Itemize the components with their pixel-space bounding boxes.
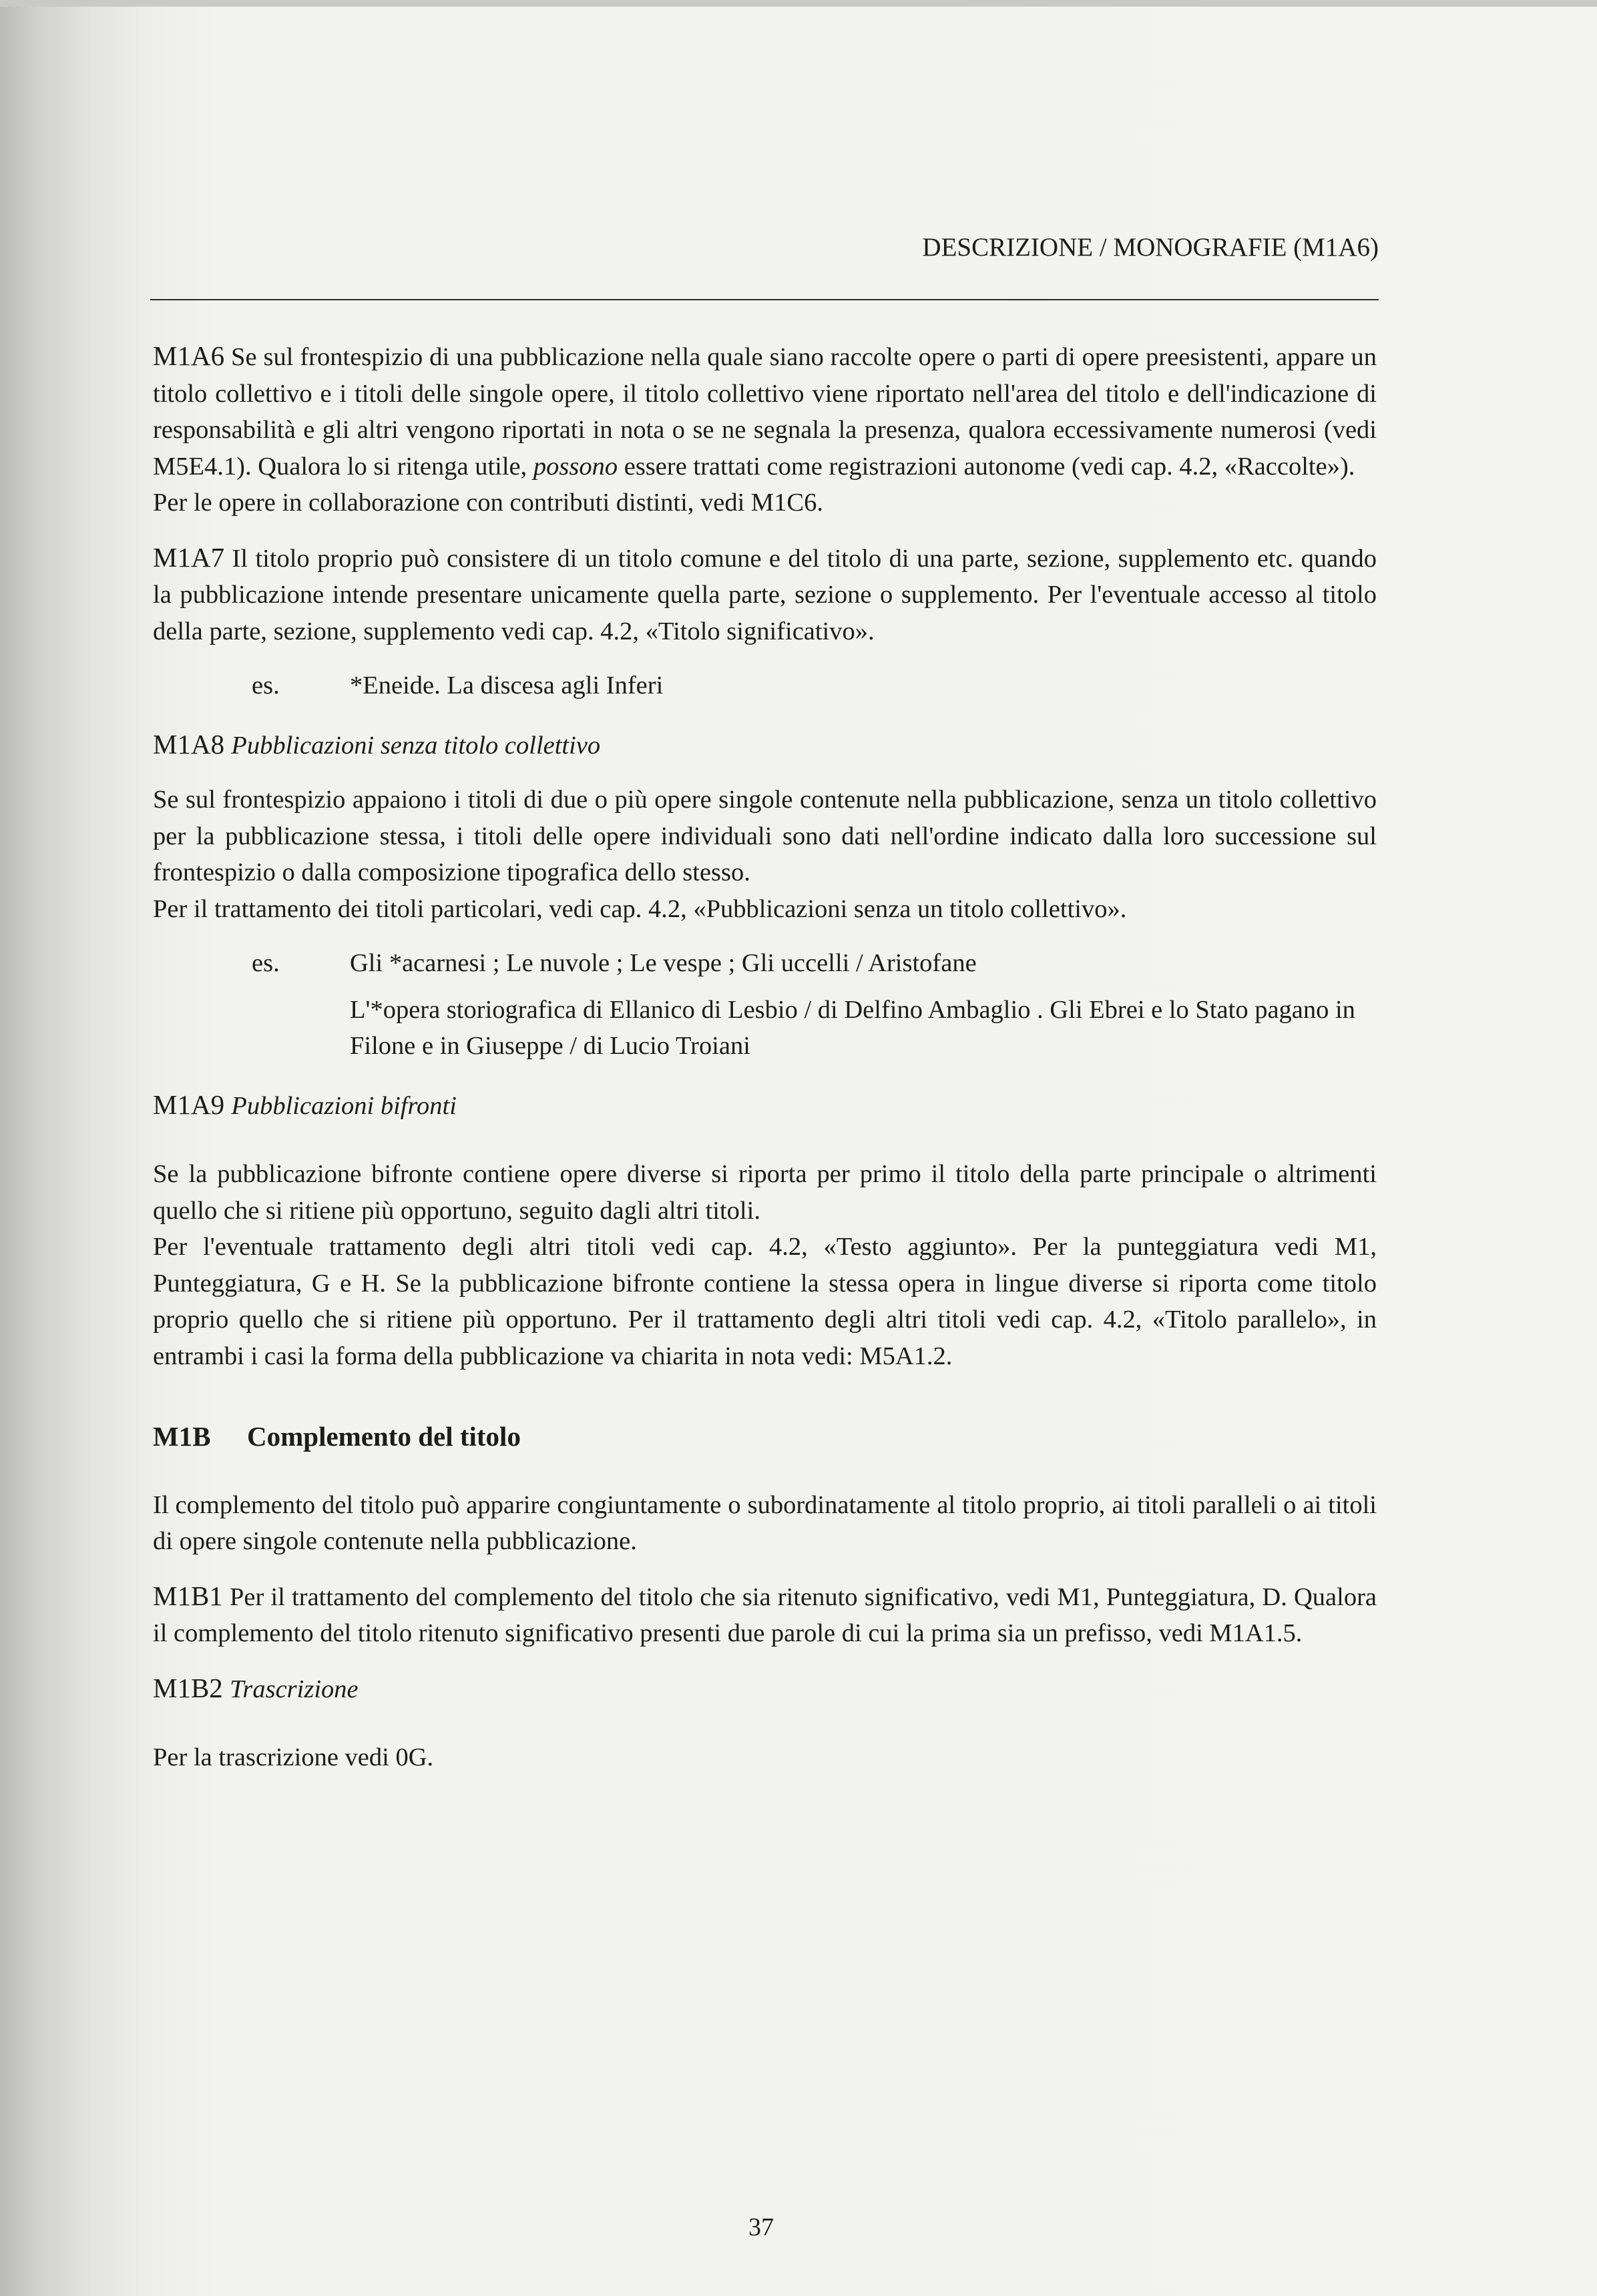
section-code-m1a6: M1A6 bbox=[153, 340, 225, 371]
section-title-m1b: Complemento del titolo bbox=[247, 1421, 521, 1452]
m1a7-text: Il titolo proprio può consistere di un titolo comune e del titolo di una parte, sezione, supplemento etc. quando la pubblicazione intende presentare unicamente quella parte, sezione o supplemento. Per l'eventuale accesso al titolo della parte, sezione, supplemento vedi cap. 4.2, «Titolo significativo». bbox=[153, 544, 1377, 645]
m1b1-text: Per il trattamento del complemento del titolo che sia ritenuto significativo, vedi M1, Punteggiatura, D. Qualora il complemento del titolo ritenuto significativo presenti due parole di cui la prima sia un prefisso, vedi M1A1.5. bbox=[153, 1583, 1377, 1647]
running-header: DESCRIZIONE / MONOGRAFIE (M1A6) bbox=[922, 233, 1379, 262]
section-code-m1a8: M1A8 bbox=[153, 728, 225, 760]
section-m1a9-heading bbox=[153, 1087, 1377, 1125]
m1a6-cross-reference: Per le opere in collaborazione con contributi distinti, vedi M1C6. bbox=[153, 489, 823, 517]
page-number: 37 bbox=[748, 2213, 774, 2241]
m1a6-text-emphasis: possono bbox=[533, 452, 618, 481]
section-code-m1b1: M1B1 bbox=[153, 1580, 223, 1611]
m1b-paragraph: Il complemento del titolo può apparire congiuntamente o subordinatamente al titolo proprio, ai titoli paralleli o ai titoli di opere singole contenute nella pubblicazione. bbox=[153, 1490, 1377, 1555]
m1a9-paragraph-2: Per l'eventuale trattamento degli altri titoli vedi cap. 4.2, «Testo aggiunto». Per la punteggiatura vedi M1, Punteggiatura, G e H. Se la pubblicazione bifronte contiene la stessa opera in lingue diverse si riporta come titolo proprio quello che si ritiene più opportuno. Per il trattamento degli altri titoli vedi cap. 4.2, «Titolo parallelo», in entrambi i casi la forma della pubblicazione va chiarita in nota vedi: M5A1.2. bbox=[153, 1233, 1377, 1370]
m1a6-text-part2: essere trattati come registrazioni autonome (vedi cap. 4.2, «Raccolte»). bbox=[624, 452, 1355, 481]
m1a6-text-part1: Se sul frontespizio di una pubblicazione nella quale siano raccolte opere o parti di opere preesistenti, appare un titolo collettivo e i titoli delle singole opere, il titolo collettivo viene riportato nell'area del titolo e dell'indicazione di responsabilità e gli altri vengono riportati in nota o se ne segnala la presenza, qualora eccessivamente numerosi (vedi M5E4.1). Qualora lo si ritenga utile, bbox=[153, 343, 1377, 481]
m1a8-example bbox=[153, 945, 1377, 1065]
m1a8-paragraph: Se sul frontespizio appaiono i titoli di due o più opere singole contenute nella pubblicazione, senza un titolo collettivo per la pubblicazione stessa, i titoli delle opere individuali sono dati nell'ordine indicato dalla loro successione sul frontespizio o dalla composizione tipografica dello stesso. bbox=[153, 786, 1377, 886]
example-label: es. bbox=[252, 671, 280, 699]
example-label: es. bbox=[252, 949, 280, 977]
section-code-m1a9: M1A9 bbox=[153, 1089, 225, 1120]
section-title-m1a9: Pubblicazioni bifronti bbox=[231, 1091, 457, 1120]
section-m1b1-paragraph bbox=[153, 1578, 1377, 1652]
section-m1b2-heading bbox=[153, 1670, 1377, 1708]
m1b2-paragraph: Per la trascrizione vedi 0G. bbox=[153, 1743, 434, 1771]
m1a9-paragraph-1: Se la pubblicazione bifronte contiene opere diverse si riporta per primo il titolo della parte principale o altrimenti quello che si ritiene più opportuno, seguito dagli altri titoli. bbox=[153, 1160, 1377, 1225]
section-code-m1b: M1B bbox=[153, 1421, 211, 1452]
section-code-m1a7: M1A7 bbox=[153, 541, 225, 573]
section-m1a7-paragraph bbox=[153, 539, 1377, 650]
example-entry: Gli *acarnesi ; Le nuvole ; Le vespe ; Gli uccelli / Aristofane bbox=[350, 949, 977, 977]
section-code-m1b2: M1B2 bbox=[153, 1672, 223, 1703]
page-content bbox=[153, 338, 1377, 1776]
example-entry: L'*opera storiografica di Ellanico di Lesbio / di Delfino Ambaglio . Gli Ebrei e lo Stato pagano in Filone e in Giuseppe / di Lucio Troiani bbox=[350, 995, 1355, 1060]
section-title-m1a8: Pubblicazioni senza titolo collettivo bbox=[231, 731, 601, 760]
header-rule bbox=[150, 299, 1379, 300]
m1a7-example bbox=[153, 667, 1377, 704]
m1a8-cross-reference: Per il trattamento dei titoli particolari, vedi cap. 4.2, «Pubblicazioni senza un titolo collettivo». bbox=[153, 894, 1127, 923]
example-entry: *Eneide. La discesa agli Inferi bbox=[350, 671, 664, 699]
section-title-m1b2: Trascrizione bbox=[230, 1675, 359, 1703]
section-m1a6-paragraph bbox=[153, 338, 1377, 485]
page-top-edge bbox=[0, 0, 1597, 7]
section-m1a8-heading bbox=[153, 726, 1377, 764]
section-m1b-heading bbox=[153, 1418, 1377, 1455]
